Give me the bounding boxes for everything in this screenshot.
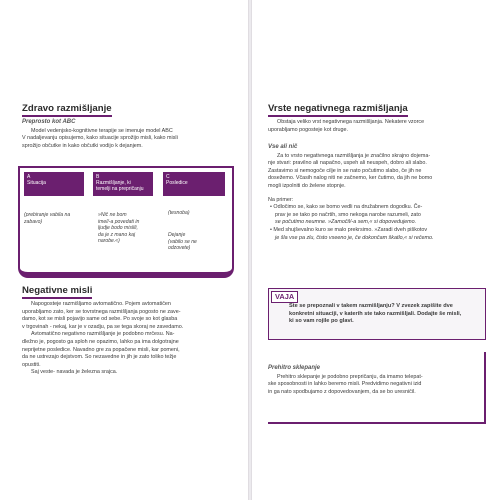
neg-line-5: Avtomatično negativno razmišljanje je podobno mrčesu. Na- bbox=[31, 331, 175, 338]
neg-line-1: Napogosteje razmišljamo avtomatično. Pojem avtomatičen bbox=[31, 301, 171, 307]
vse-ali-nic-subtitle: Vse ali nič bbox=[268, 144, 298, 150]
neg-line-9: opustiti. bbox=[22, 361, 41, 368]
vrste-intro-1: Obstaja veliko vrst negativnega razmišljanja. Nekatere vzorce bbox=[277, 119, 425, 125]
right-header-block bbox=[268, 103, 482, 134]
neg-line-8: da ne ustrezajo dejstvom. So nezavedne in jih je zato toliko težje bbox=[22, 354, 177, 361]
prehitro-subtitle: Prehitro sklepanje bbox=[268, 365, 321, 371]
van-line-5: mogli izpolniti do želene stopnje. bbox=[268, 182, 346, 189]
abc-action-text: Dejanje (vabilo se ne odzovete) bbox=[168, 232, 197, 252]
negativne-misli-title: Negativne misli bbox=[22, 285, 92, 299]
vaja-label: VAJA bbox=[271, 291, 298, 303]
vrste-intro-2: uporabljamo pogosteje kot druge. bbox=[268, 126, 349, 133]
bullet-line-3: se počutimo neumne. »Zamočil/-a sem,« si dopovedujemo. bbox=[275, 219, 417, 226]
abc-model-box bbox=[18, 166, 234, 278]
intro-line-2: V nadaljevanju opisujemo, kako situacije sprožijo misli, kako misli bbox=[22, 135, 178, 142]
prehitro-sklepanje-block bbox=[268, 363, 482, 396]
vaja-line-3: ki so vam rojile po glavi. bbox=[289, 318, 354, 325]
neg-line-6: dležno je, pogosto ga sploh ne opazimo, lahko pa ima dolgotrajne bbox=[22, 338, 179, 345]
intro-line-3: sprožijo občutke in kako občutki vodijo k dejanjem. bbox=[22, 142, 143, 149]
neg-line-7: neprijetne posledice. Navadno gre za popačene misli, kar pomeni, bbox=[22, 346, 180, 353]
abc-header-a: A Situacija bbox=[24, 172, 84, 196]
ps-line-2: ske sposobnosti in lahko beremo misli. Predvidimo negativni izid bbox=[268, 381, 422, 388]
right-bottom-rule bbox=[268, 422, 486, 424]
abc-situation-text: (prebiranje vabila na zabavo) bbox=[24, 212, 71, 225]
neg-line-3: damo, kot se misli pojavijo same od sebe. Po svoje so kot glasba bbox=[22, 316, 178, 323]
intro-line-1: Model vedenjsko-kognitivne terapije se imenuje model ABC bbox=[31, 127, 173, 134]
vaja-text bbox=[289, 303, 479, 326]
neg-line-4: v trgovinah - nekaj, kar je v ozadju, pa se tega skoraj ne zavedamo. bbox=[22, 323, 184, 330]
right-accent-bar bbox=[484, 352, 486, 422]
van-line-3: Zastavimo si nemogoče cilje in se nato počutimo slabo, če jih ne bbox=[268, 167, 422, 174]
vaja-exercise-box bbox=[268, 288, 486, 340]
negativne-misli-block bbox=[22, 285, 234, 377]
abc-subtitle: Preprosto kot ABC bbox=[22, 119, 76, 125]
vse-ali-nic-block bbox=[268, 142, 482, 242]
vaja-line-1: Ste se prepoznali v takem razmišljanju? V zvezek zapišite dve bbox=[289, 303, 453, 309]
left-header-block bbox=[22, 103, 232, 150]
example-label: Na primer: bbox=[268, 196, 294, 203]
abc-header-b: B Razmišljanje, ki temelji na prepričanju bbox=[93, 172, 153, 196]
neg-line-10: Saj veste- navada je železna srajca. bbox=[31, 369, 118, 376]
neg-line-2: uporabljamo zato, ker se tovrstnega razmišljanja pogosto ne zave- bbox=[22, 308, 181, 315]
zdravo-title: Zdravo razmišljanje bbox=[22, 103, 112, 117]
abc-feeling-text: (tesnoba) bbox=[168, 210, 190, 216]
vaja-line-2: konkretni situaciji, v katerih ste tako razmišljali. Dodajte še misli, bbox=[289, 310, 462, 317]
vrste-title: Vrste negativnega razmišljanja bbox=[268, 103, 408, 117]
bullet-line-1: • Odločimo se, kako se bomo vedli na družabnem dogodku. Če- bbox=[270, 204, 423, 211]
bullet-line-2: prav je se tako po načrtih, smo nekoga narobe razumeli, zato bbox=[275, 211, 421, 218]
ps-line-1: Prehitro sklepanje je podobno prepričanju, da imamo telepat- bbox=[277, 373, 423, 380]
ps-line-3: in ga nato spodbujamo z dopovedovanjem, da se bo uresničil. bbox=[268, 388, 416, 395]
abc-thought-text: »Nič ne bom imel/-a povedati in ljudje bodo mislili, da je z mano kaj narobe.«) bbox=[98, 212, 140, 245]
van-line-1: Za to vrsto negativnega razmišljanja je značilno skrajno dojema- bbox=[277, 152, 431, 159]
bullet-line-5: je šla vse pa zlu, čisto vseeno je, če dokončam škatlo,« si rečemo. bbox=[275, 234, 434, 241]
van-line-4: dosežemo. Včasih nalog niti ne začnemo, ker čutimo, da jih ne bomo bbox=[268, 175, 433, 182]
van-line-2: nje stvari: pravilno ali napačno, uspeh ali neuspeh, dobro ali slabo. bbox=[268, 160, 427, 167]
bullet-line-4: • Med shujševalno kuro se malo prekrsimo. »Zaradi dveh piškotov bbox=[270, 226, 428, 233]
right-page bbox=[252, 0, 500, 500]
abc-header-c: C Posledice bbox=[163, 172, 225, 196]
